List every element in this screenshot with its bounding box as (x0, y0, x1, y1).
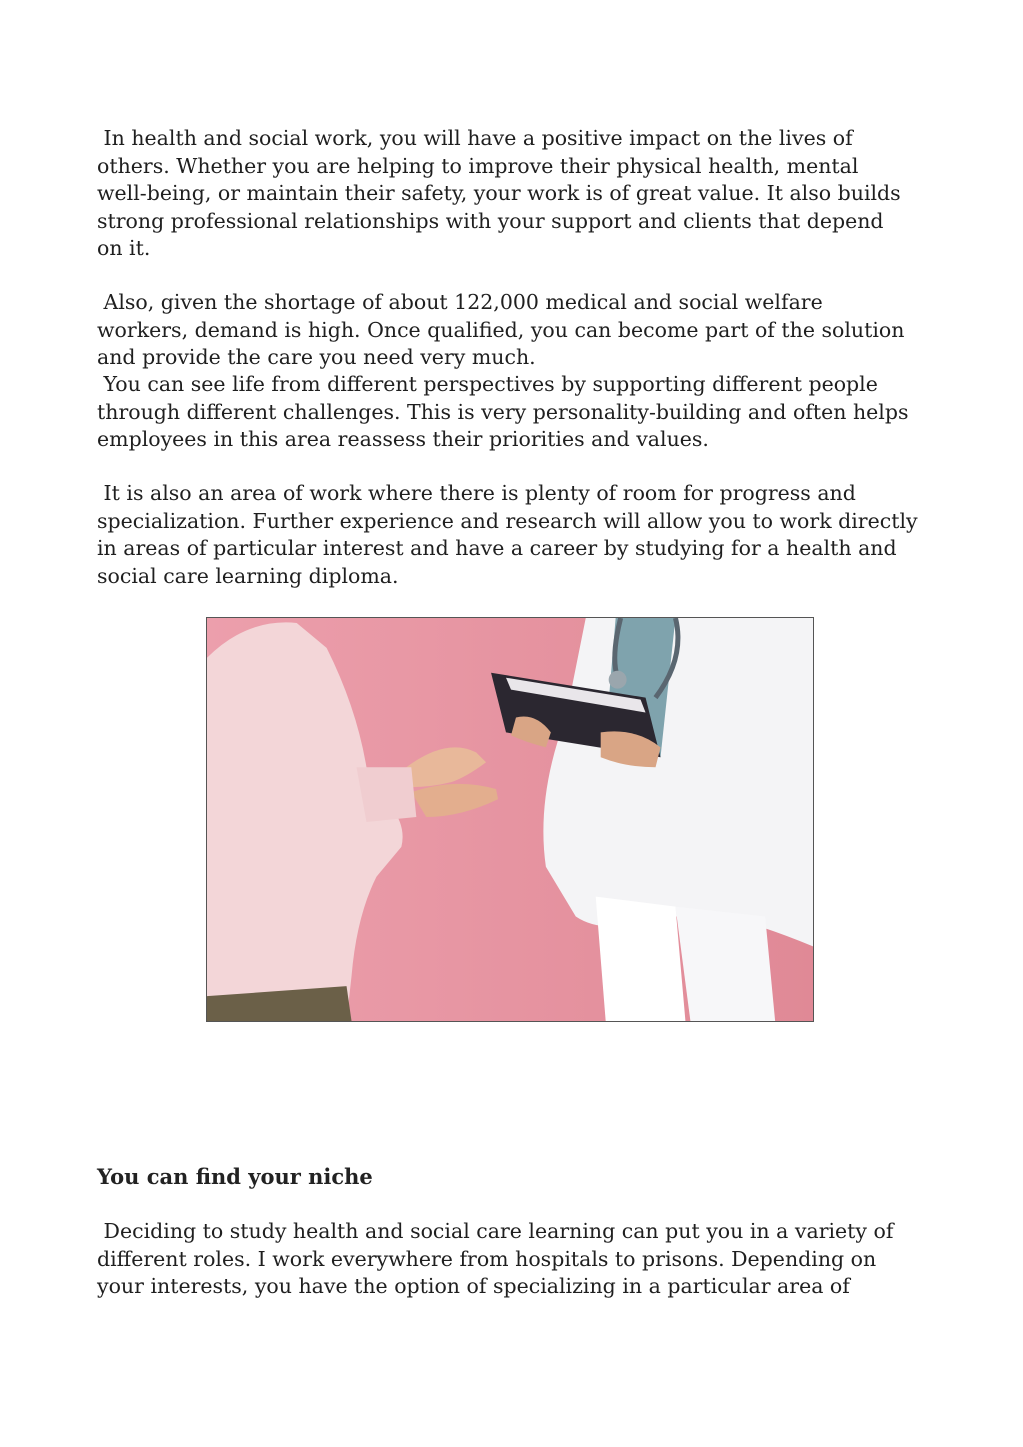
paragraph-positive-impact: In health and social work, you will have a positive impact on the lives of others. Whether you are helping to improve their physical health, mental well-being, or maintain their safety, your work is of great value. It also builds strong professional relationships with your support and clients that depend on it. (97, 126, 901, 260)
paragraph-progress: It is also an area of work where there is plenty of room for progress and specialization. Further experience and research will allow you to work directly in areas of particular interest and have a career by studying for a health and social care learning diploma. (97, 481, 918, 588)
doctor-coat (543, 618, 813, 946)
photo-illustration (207, 618, 813, 1021)
paragraph-perspectives: You can see life from different perspectives by supporting different people through different challenges. This is very personality-building and often helps employees in this area reassess their priorities and values. (97, 372, 909, 451)
paragraph-worker-shortage: Also, given the shortage of about 122,000 medical and social welfare workers, demand is high. Once qualified, you can become part of the solution and provide the care you need very much. (97, 290, 905, 369)
patient-forearm (357, 767, 417, 822)
doctor-patient-photo (206, 617, 814, 1022)
stethoscope-chestpiece (609, 671, 627, 689)
paragraph-niche: Deciding to study health and social care learning can put you in a variety of different roles. I work everywhere from hospitals to prisons. Depending on your interests, you have the option of specializing in a particular area of (97, 1219, 894, 1298)
doctor-pants (596, 897, 686, 1021)
section-heading: You can find your niche (97, 1164, 373, 1189)
doctor-pants-right (675, 907, 775, 1021)
